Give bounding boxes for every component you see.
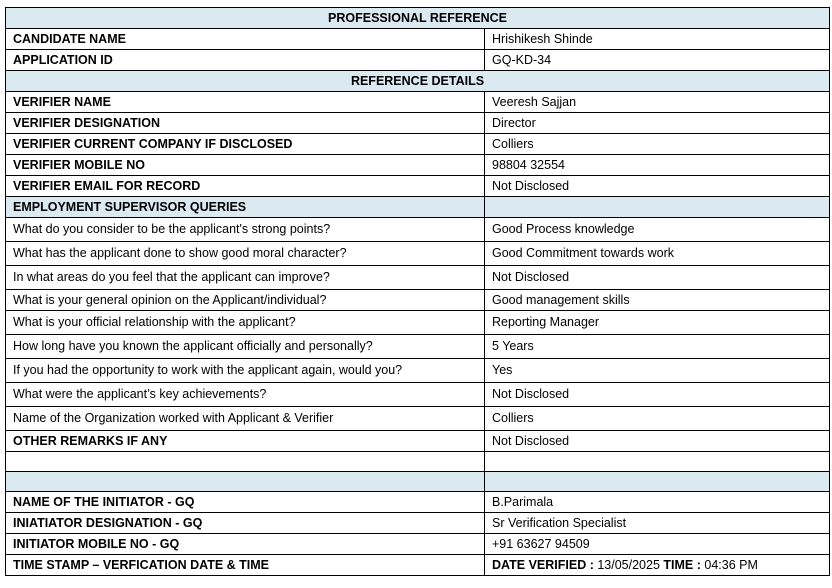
field-label: OTHER REMARKS IF ANY <box>6 431 485 452</box>
query-answer: Not Disclosed <box>485 383 830 407</box>
field-label: VERIFIER EMAIL FOR RECORD <box>6 176 485 197</box>
other-remarks-row <box>6 431 830 452</box>
field-label: TIME STAMP – VERFICATION DATE & TIME <box>6 555 485 576</box>
query-row <box>6 407 830 431</box>
verifier-row <box>6 176 830 197</box>
field-value: Hrishikesh Shinde <box>485 29 830 50</box>
query-row <box>6 218 830 242</box>
field-label: NAME OF THE INITIATOR - GQ <box>6 492 485 513</box>
section-heading: EMPLOYMENT SUPERVISOR QUERIES <box>6 197 485 218</box>
verifier-row <box>6 113 830 134</box>
field-value: 98804 32554 <box>485 155 830 176</box>
title-row <box>6 8 830 29</box>
query-question: What is your official relationship with the applicant? <box>6 311 485 335</box>
query-question: How long have you known the applicant officially and personally? <box>6 335 485 359</box>
date-value: 13/05/2025 <box>597 558 660 572</box>
query-answer: Good Commitment towards work <box>485 242 830 266</box>
query-question: What is your general opinion on the Applicant/individual? <box>6 290 485 311</box>
query-question: In what areas do you feel that the applicant can improve? <box>6 266 485 290</box>
field-label: VERIFIER DESIGNATION <box>6 113 485 134</box>
field-label: VERIFIER NAME <box>6 92 485 113</box>
query-answer: Good management skills <box>485 290 830 311</box>
field-label: CANDIDATE NAME <box>6 29 485 50</box>
query-answer: Colliers <box>485 407 830 431</box>
query-row <box>6 359 830 383</box>
query-answer: Good Process knowledge <box>485 218 830 242</box>
verifier-row <box>6 134 830 155</box>
query-row <box>6 242 830 266</box>
query-row <box>6 266 830 290</box>
field-value: Sr Verification Specialist <box>485 513 830 534</box>
field-value: Not Disclosed <box>485 431 830 452</box>
verifier-row <box>6 92 830 113</box>
empty-cell <box>485 452 830 472</box>
field-label: VERIFIER MOBILE NO <box>6 155 485 176</box>
field-value: Director <box>485 113 830 134</box>
reference-details-header-row <box>6 71 830 92</box>
field-value: Colliers <box>485 134 830 155</box>
empty-cell <box>6 452 485 472</box>
initiator-row <box>6 534 830 555</box>
query-answer: Yes <box>485 359 830 383</box>
initiator-header-row <box>6 472 830 492</box>
time-label: TIME : <box>663 558 701 572</box>
field-value: B.Parimala <box>485 492 830 513</box>
date-label: DATE VERIFIED : <box>492 558 594 572</box>
timestamp-row <box>6 555 830 576</box>
section-heading: REFERENCE DETAILS <box>6 71 830 92</box>
query-row <box>6 383 830 407</box>
timestamp-value <box>485 555 830 576</box>
query-question: If you had the opportunity to work with the applicant again, would you? <box>6 359 485 383</box>
field-value: +91 63627 94509 <box>485 534 830 555</box>
query-row <box>6 311 830 335</box>
field-label: VERIFIER CURRENT COMPANY IF DISCLOSED <box>6 134 485 155</box>
field-label: INIATIATOR DESIGNATION - GQ <box>6 513 485 534</box>
time-value: 04:36 PM <box>704 558 758 572</box>
field-value: GQ-KD-34 <box>485 50 830 71</box>
query-answer: Not Disclosed <box>485 266 830 290</box>
field-value: Not Disclosed <box>485 176 830 197</box>
queries-header-row <box>6 197 830 218</box>
page-title: PROFESSIONAL REFERENCE <box>6 8 830 29</box>
query-answer: Reporting Manager <box>485 311 830 335</box>
blank-row <box>6 452 830 472</box>
empty-cell <box>485 472 830 492</box>
query-answer: 5 Years <box>485 335 830 359</box>
initiator-row <box>6 492 830 513</box>
query-question: Name of the Organization worked with Applicant & Verifier <box>6 407 485 431</box>
query-question: What has the applicant done to show good moral character? <box>6 242 485 266</box>
verifier-row <box>6 155 830 176</box>
initiator-row <box>6 513 830 534</box>
empty-cell <box>6 472 485 492</box>
field-value: Veeresh Sajjan <box>485 92 830 113</box>
professional-reference-table <box>5 7 830 576</box>
field-label: INITIATOR MOBILE NO - GQ <box>6 534 485 555</box>
field-label: APPLICATION ID <box>6 50 485 71</box>
empty-cell <box>485 197 830 218</box>
query-row <box>6 335 830 359</box>
query-question: What were the applicant’s key achievements? <box>6 383 485 407</box>
query-question: What do you consider to be the applicant's strong points? <box>6 218 485 242</box>
application-id-row <box>6 50 830 71</box>
query-row <box>6 290 830 311</box>
candidate-name-row <box>6 29 830 50</box>
